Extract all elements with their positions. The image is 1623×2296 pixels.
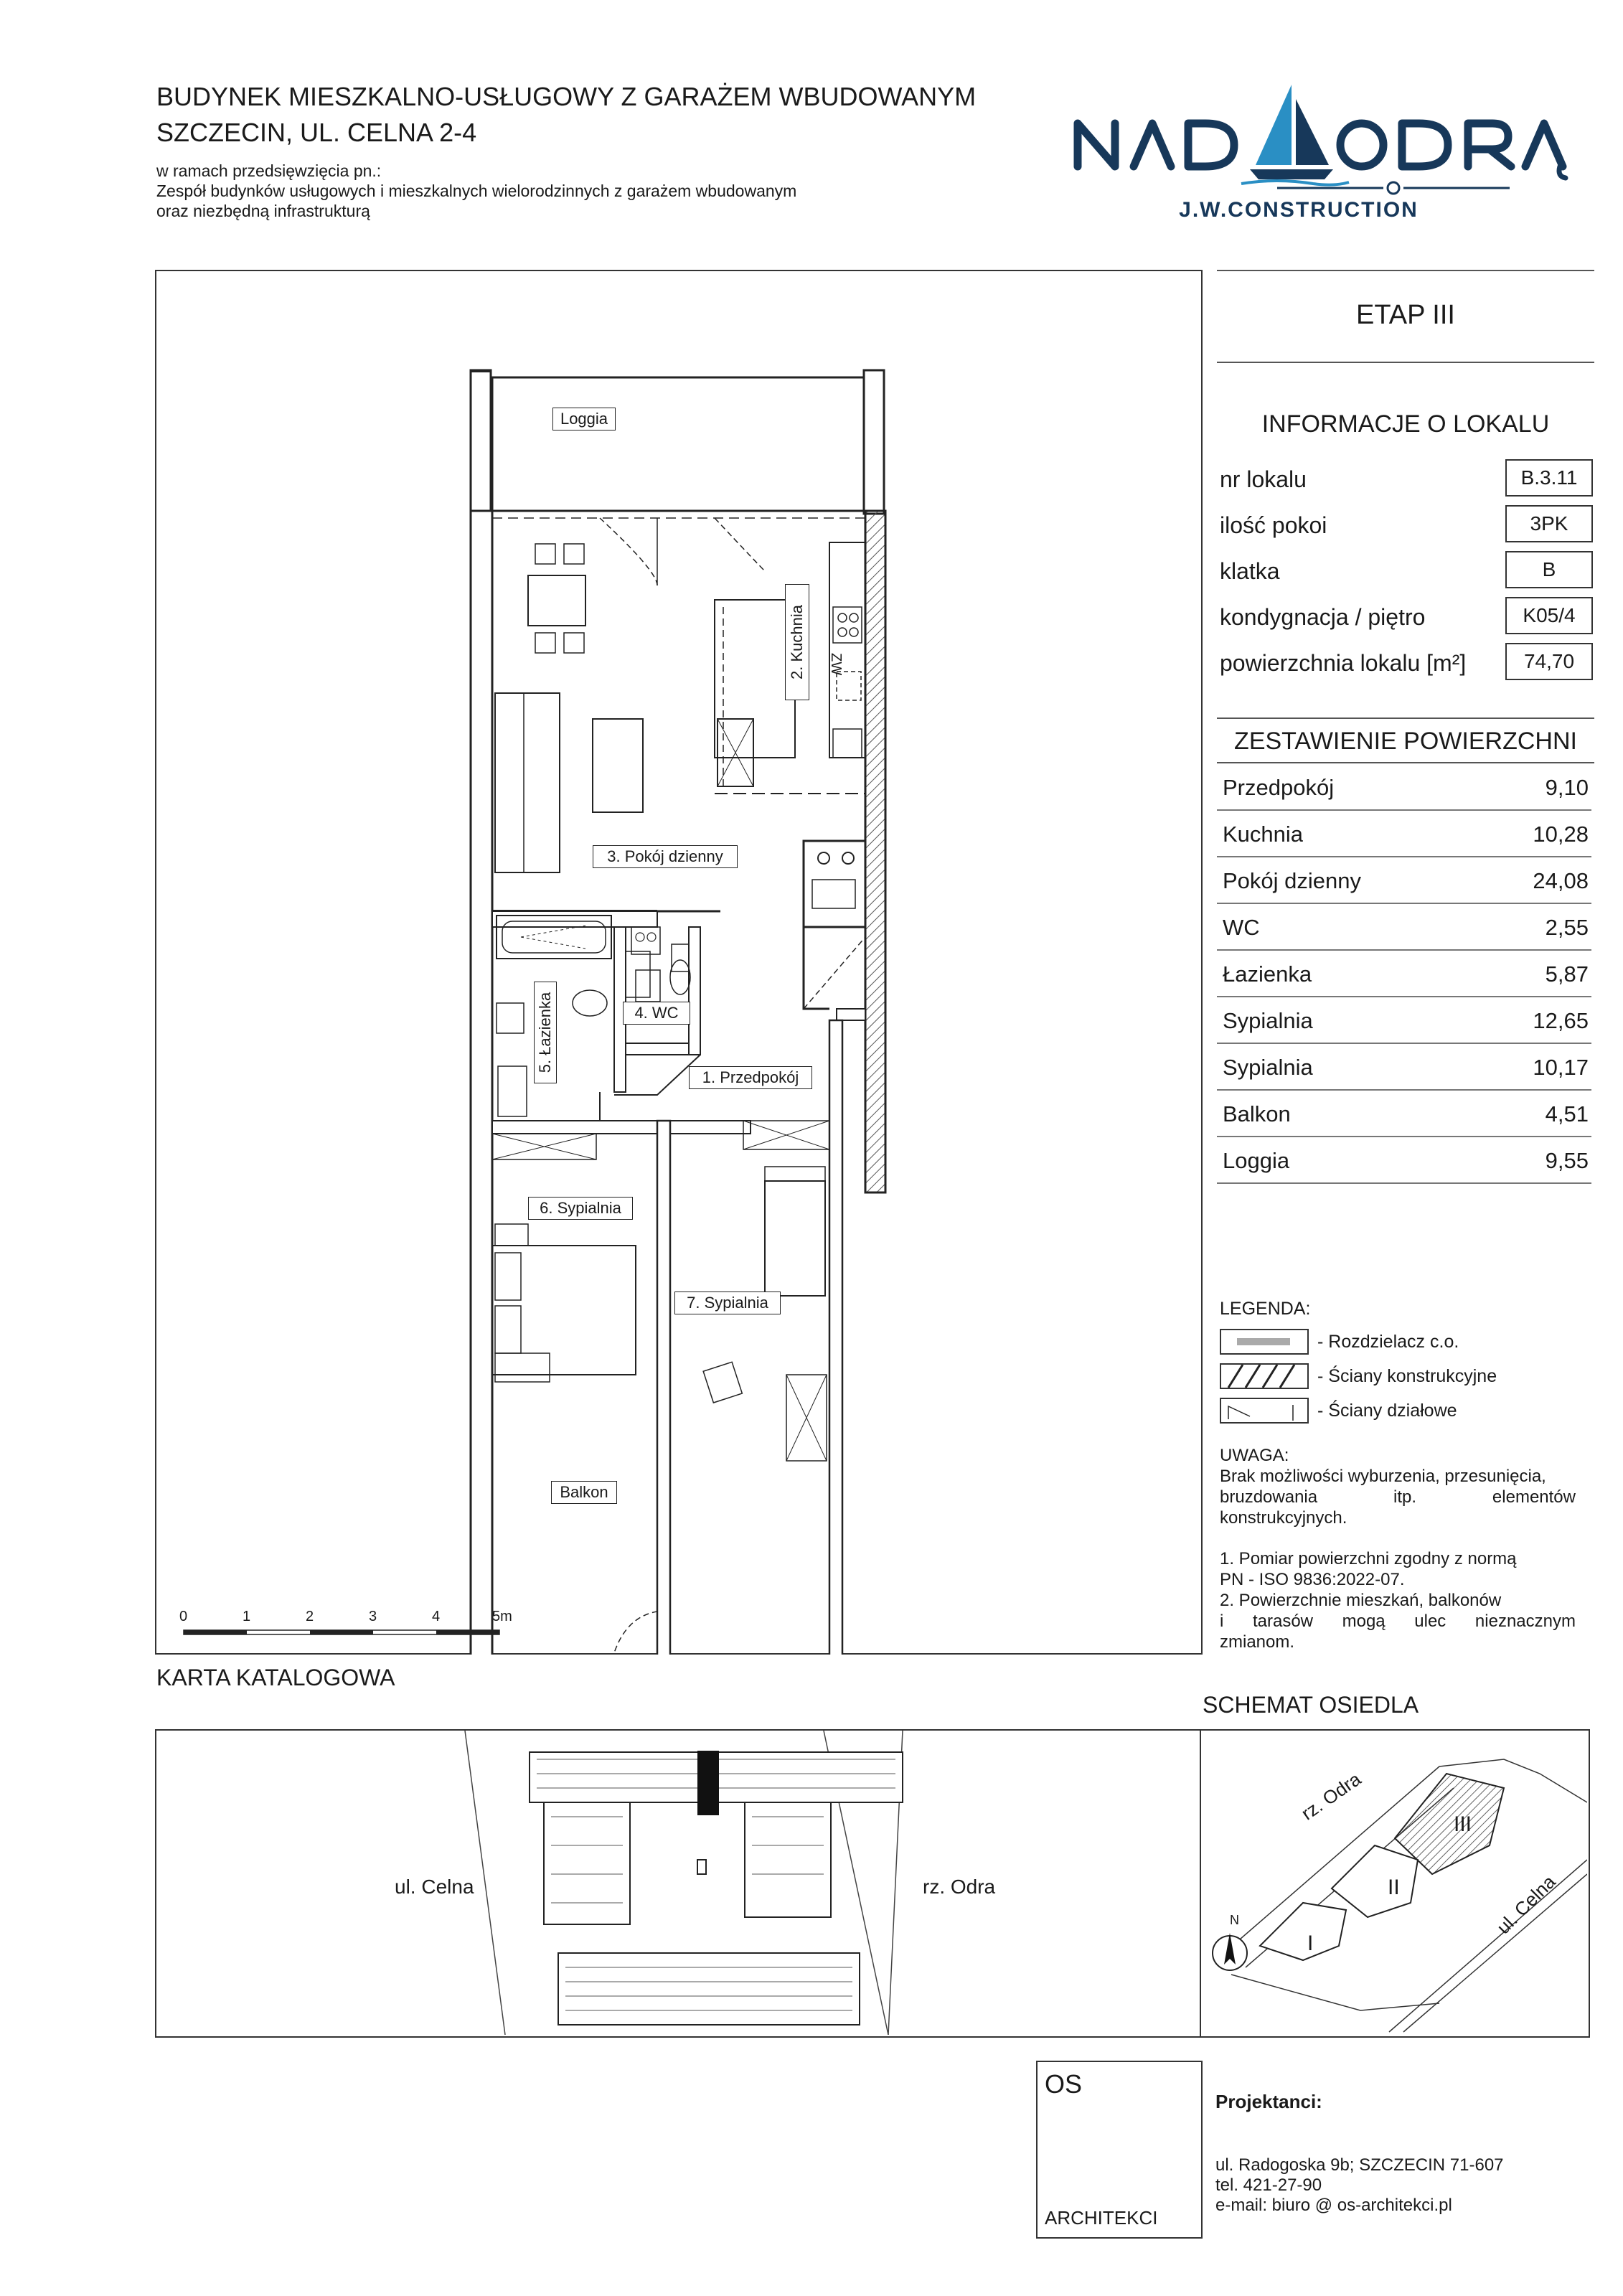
legend-item-structural: - Ściany konstrukcyjne xyxy=(1317,1366,1497,1386)
info-row-kondygnacja xyxy=(1220,594,1593,637)
map-label-rz-odra: rz. Odra xyxy=(923,1876,996,1898)
summary-row xyxy=(1217,857,1591,904)
designers-address: ul. Radogoska 9b; SZCZECIN 71-607 xyxy=(1215,2155,1504,2175)
note-1-line1: 1. Pomiar powierzchni zgodny z normą xyxy=(1220,1549,1517,1568)
designers-label: Projektanci: xyxy=(1215,2091,1322,2112)
scale-label-1: 1 xyxy=(243,1609,251,1624)
designers-phone: tel. 421-27-90 xyxy=(1215,2175,1322,2195)
info-row-powierzchnia xyxy=(1220,640,1593,683)
info-row-nr-lokalu xyxy=(1220,456,1593,499)
map-label-ul-celna: ul. Celna xyxy=(395,1876,474,1898)
note-uwaga-line3: konstrukcyjnych. xyxy=(1220,1508,1347,1528)
summary-label: Pokój dzienny xyxy=(1223,868,1362,893)
room-label-sypialnia-7: 7. Sypialnia xyxy=(674,1292,781,1314)
info-value: B xyxy=(1505,551,1593,588)
scale-bar xyxy=(184,1630,499,1634)
room-label-wc: 4. WC xyxy=(623,1002,690,1025)
summary-value: 9,55 xyxy=(1545,1148,1589,1173)
summary-label: Loggia xyxy=(1223,1148,1290,1173)
info-label: kondygnacja / piętro xyxy=(1220,604,1426,630)
schema-label-ul-celna: ul. Celna xyxy=(1492,1871,1560,1939)
summary-row xyxy=(1217,997,1591,1044)
summary-label: Balkon xyxy=(1223,1101,1291,1126)
summary-label: Sypialnia xyxy=(1223,1055,1313,1080)
summary-value: 10,28 xyxy=(1533,822,1589,847)
zw-label: ZW xyxy=(828,653,844,676)
project-name: Zespół budynków usługowych i mieszkalnych wielorodzinnych z garażem wbudowanym xyxy=(156,182,797,200)
info-value: B.3.11 xyxy=(1505,459,1593,497)
summary-label: Przedpokój xyxy=(1223,775,1335,800)
info-label: powierzchnia lokalu [m²] xyxy=(1220,650,1467,676)
summary-row xyxy=(1217,1043,1591,1091)
karta-katalogowa-title: KARTA KATALOGOWA xyxy=(156,1665,395,1690)
schema-building-I: I xyxy=(1307,1932,1314,1955)
schemat-osiedla-title: SCHEMAT OSIEDLA xyxy=(1203,1692,1419,1718)
room-label-loggia: Loggia xyxy=(552,408,616,430)
summary-label: Kuchnia xyxy=(1223,822,1304,847)
info-value: 3PK xyxy=(1505,505,1593,542)
room-label-kuchnia: 2. Kuchnia xyxy=(785,584,809,700)
info-label: nr lokalu xyxy=(1220,466,1307,492)
room-label-sypialnia-6: 6. Sypialnia xyxy=(528,1197,633,1220)
info-value: 74,70 xyxy=(1505,643,1593,680)
summary-value: 9,10 xyxy=(1545,775,1589,800)
building-title: BUDYNEK MIESZKALNO-USŁUGOWY Z GARAŻEM WBUDOWANYM xyxy=(156,82,977,111)
scale-label-4: 4 xyxy=(432,1609,441,1624)
schema-north-label: N xyxy=(1230,1913,1239,1927)
north-arrow-icon xyxy=(1213,1933,1247,1970)
legend-swatch-distributor xyxy=(1220,1329,1309,1355)
summary-value: 12,65 xyxy=(1533,1008,1589,1033)
summary-row xyxy=(1217,1090,1591,1137)
summary-row xyxy=(1217,950,1591,997)
project-intro: w ramach przedsięwzięcia pn.: xyxy=(156,161,382,180)
info-title: INFORMACJE O LOKALU xyxy=(1261,410,1550,438)
legend-title: LEGENDA: xyxy=(1220,1299,1311,1319)
scale-label-3: 3 xyxy=(369,1609,377,1624)
summary-value: 5,87 xyxy=(1545,961,1589,987)
note-1-line2: PN - ISO 9836:2022-07. xyxy=(1220,1570,1405,1589)
summary-row xyxy=(1217,1137,1591,1184)
legend-item-distributor: - Rozdzielacz c.o. xyxy=(1317,1332,1459,1352)
architect-logo-text: ARCHITEKCI xyxy=(1045,2207,1158,2229)
schema-building-II: II xyxy=(1388,1876,1400,1899)
summary-row xyxy=(1217,763,1591,811)
note-uwaga-title: UWAGA: xyxy=(1220,1446,1289,1465)
legend-item-partition: - Ściany działowe xyxy=(1317,1401,1457,1421)
loggia-outline xyxy=(492,377,865,511)
summary-title: ZESTAWIENIE POWIERZCHNI xyxy=(1234,728,1577,755)
summary-value: 2,55 xyxy=(1545,915,1589,940)
note-2-line3: zmianom. xyxy=(1220,1632,1295,1652)
info-label: klatka xyxy=(1220,558,1280,584)
info-row-ilosc-pokoi xyxy=(1220,502,1593,545)
summary-value: 24,08 xyxy=(1533,868,1589,893)
architect-logo-os: OS xyxy=(1045,2069,1083,2099)
info-value: K05/4 xyxy=(1505,597,1593,634)
info-row-klatka xyxy=(1220,548,1593,591)
project-name-cont: oraz niezbędną infrastrukturą xyxy=(156,202,370,220)
scale-label-5: 5m xyxy=(492,1609,512,1624)
room-label-lazienka: 5. Łazienka xyxy=(534,982,557,1083)
schema-building-III: III xyxy=(1454,1812,1472,1836)
etap-label: ETAP III xyxy=(1356,300,1455,330)
summary-value: 10,17 xyxy=(1533,1055,1589,1080)
floor-plan xyxy=(155,270,1203,1655)
info-label: ilość pokoi xyxy=(1220,512,1327,538)
room-label-balkon: Balkon xyxy=(551,1481,617,1504)
note-uwaga-line1: Brak możliwości wyburzenia, przesunięcia, xyxy=(1220,1467,1546,1486)
scale-label-0: 0 xyxy=(179,1609,188,1624)
summary-row xyxy=(1217,903,1591,951)
summary-row xyxy=(1217,810,1591,857)
logo-subtitle: J.W.CONSTRUCTION xyxy=(1179,198,1419,222)
legend-swatch-partition xyxy=(1220,1398,1309,1424)
scale-label-2: 2 xyxy=(306,1609,314,1624)
room-label-pokoj-dzienny: 3. Pokój dzienny xyxy=(593,845,738,868)
summary-value: 4,51 xyxy=(1545,1101,1589,1126)
note-2-line2: i tarasów mogą ulec nieznacznym xyxy=(1220,1612,1576,1631)
note-uwaga-line2: bruzdowania itp. elementów xyxy=(1220,1487,1576,1507)
summary-label: Łazienka xyxy=(1223,961,1312,987)
building-address: SZCZECIN, UL. CELNA 2-4 xyxy=(156,118,477,147)
note-2-line1: 2. Powierzchnie mieszkań, balkonów xyxy=(1220,1591,1502,1610)
room-label-przedpokoj: 1. Przedpokój xyxy=(689,1066,812,1089)
summary-label: WC xyxy=(1223,915,1260,940)
legend-swatch-structural xyxy=(1220,1363,1309,1389)
designers-email[interactable]: e-mail: biuro @ os-architekci.pl xyxy=(1215,2196,1452,2215)
summary-label: Sypialnia xyxy=(1223,1008,1313,1033)
site-map xyxy=(156,1731,1200,2035)
schema-label-rz-odra: rz. Odra xyxy=(1297,1768,1365,1825)
